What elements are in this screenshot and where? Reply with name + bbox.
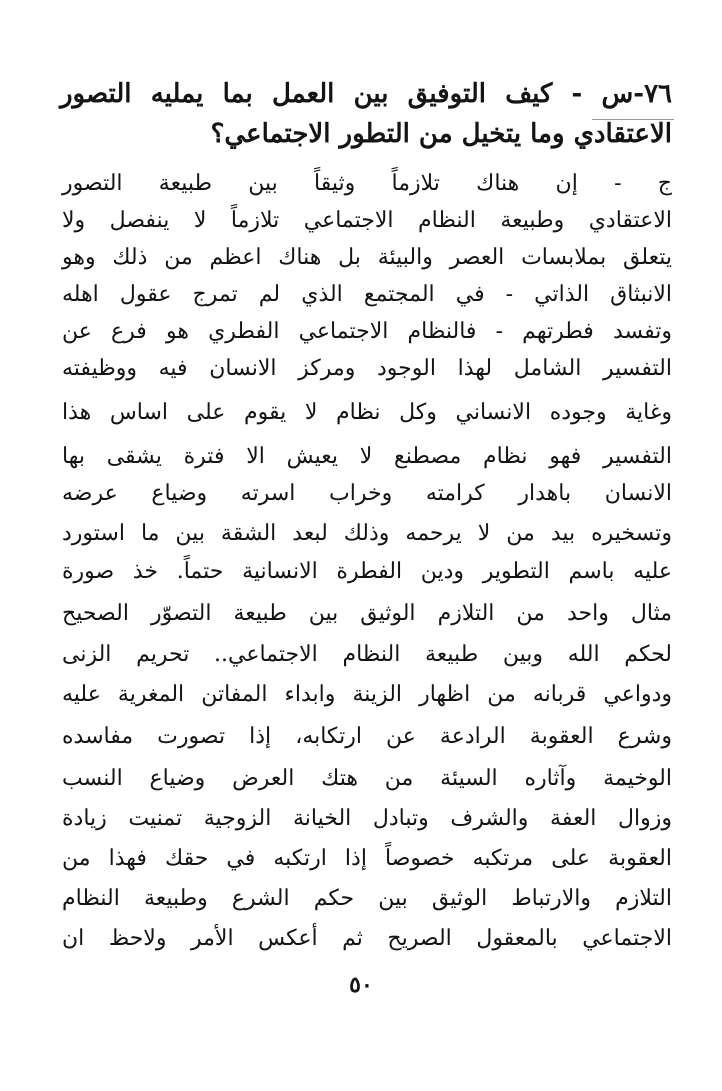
- answer-line: الاجتماعي بالمعقول الصريح ثم أعكس الأمر ولاحظ ان: [62, 926, 672, 951]
- answer-line: التلازم والارتباط الوثيق بين حكم الشرع وطبيعة النظام: [62, 886, 672, 911]
- answer-line: الوخيمة وآثاره السيئة من هتك العرض وضياع النسب: [62, 766, 672, 791]
- answer-line: الاعتقادي وطبيعة النظام الاجتماعي تلازماً لا ينفصل ولا: [62, 208, 672, 233]
- answer-line: التفسير الشامل لهذا الوجود ومركز الانسان فيه ووظيفته: [62, 356, 672, 381]
- answer-line: الانبثاق الذاتي - في المجتمع الذي لم تمرج عقول اهله: [62, 282, 672, 307]
- answer-line: ج - إن هناك تلازماً وثيقاً بين طبيعة التصور: [62, 171, 672, 196]
- answer-line: وزوال العفة والشرف وتبادل الخيانة الزوجية تمنيت زيادة: [62, 806, 672, 831]
- answer-line: التفسير فهو نظام مصطنع لا يعيش الا فترة يشقى بها: [62, 444, 672, 469]
- answer-line: وتفسد فطرتهم - فالنظام الاجتماعي الفطري هو فرع عن: [62, 319, 672, 344]
- answer-line: وتسخيره بيد من لا يرحمه وذلك لبعد الشقة بين ما استورد: [62, 521, 672, 546]
- answer-line: وغاية وجوده الانساني وكل نظام لا يقوم على اساس هذا: [62, 400, 672, 425]
- question-line-1: ٧٦-س - كيف التوفيق بين العمل بما يمليه التصور: [60, 79, 672, 109]
- page-number: ٥٠: [349, 972, 373, 998]
- answer-line: عليه باسم التطوير ودين الفطرة الانسانية حتماً. خذ صورة: [62, 559, 672, 584]
- answer-line: وشرع العقوبة الرادعة عن ارتكابه، إذا تصورت مفاسده: [62, 724, 672, 749]
- answer-line: مثال واحد من التلازم الوثيق بين طبيعة التصوّر الصحيح: [62, 601, 672, 626]
- answer-line: لحكم الله وبين طبيعة النظام الاجتماعي.. تحريم الزنى: [62, 642, 672, 667]
- question-line-2: الاعتقادي وما يتخيل من التطور الاجتماعي؟: [210, 119, 672, 149]
- answer-line: يتعلق بملابسات العصر والبيئة بل هناك اعظم من ذلك وهو: [62, 245, 672, 270]
- answer-line: العقوبة على مرتكبه خصوصاً إذا ارتكبه في حقك فهذا من: [62, 846, 672, 871]
- answer-line: ودواعي قربانه من اظهار الزينة وابداء المفاتن المغرية عليه: [62, 682, 672, 707]
- answer-line: الانسان باهدار كرامته وخراب اسرته وضياع عرضه: [62, 481, 672, 506]
